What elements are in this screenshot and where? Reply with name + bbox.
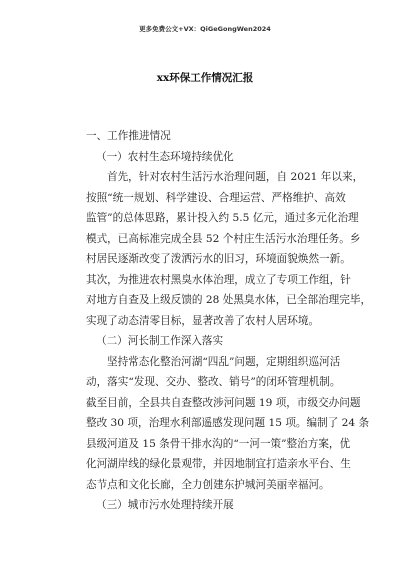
subsection-heading-3: （三）城市污水处理持续开展 <box>96 499 234 511</box>
paragraph-line: 对地方自查及上级反馈的 28 处黑臭水体，已全部治理完毕， <box>86 294 372 306</box>
paragraph-line: 村居民逐渐改变了泼洒污水的旧习，环境面貌焕然一新。 <box>86 253 351 265</box>
subsection-heading-1: （一）农村生态环境持续优化 <box>96 150 234 163</box>
page-header: 更多免费公文+VX：QiGeGongWen2024 <box>139 25 271 33</box>
paragraph-line: 监管”的总体思路，累计投入约 5.5 亿元，通过多元化治理 <box>86 212 359 224</box>
paragraph-line: 其次，为推进农村黑臭水体治理，成立了专项工作组，针 <box>86 273 351 286</box>
paragraph-line: 动，落实“发现、交办、整改、销号”的闭环管理机制。 <box>86 376 341 388</box>
paragraph-line: 态节点和文化长廊，全力创建东护城河美丽幸福河。 <box>86 478 330 491</box>
section-heading-1: 一、工作推进情况 <box>86 130 171 142</box>
paragraph-line: 整改 30 项，治理水利部遥感发现问题 15 项。编制了 24 条 <box>86 417 370 429</box>
document-body <box>86 126 372 516</box>
paragraph-line: 模式，已高标准完成全县 52 个村庄生活污水治理任务。乡 <box>86 232 361 245</box>
paragraph-line: 实现了动态清零目标，显著改善了农村人居环境。 <box>86 314 320 327</box>
subsection-heading-2: （二）河长制工作深入落实 <box>96 335 224 347</box>
paragraph-line: 坚持常态化整治河湖“四乱”问题，定期组织巡河活 <box>107 355 341 368</box>
paragraph-line: 首先，针对农村生活污水治理问题，自 2021 年以来， <box>107 171 364 183</box>
paragraph-line: 按照“统一规划、科学建设、合理运营、严格维护、高效 <box>86 191 346 204</box>
paragraph-line: 截至目前，全县共自查整改涉河问题 19 项，市级交办问题 <box>86 396 361 409</box>
paragraph-line: 县级河道及 15 条骨干排水沟的“一河一策”整治方案，优 <box>86 437 351 450</box>
document-title: xx环保工作情况汇报 <box>156 72 254 84</box>
paragraph-line: 化河湖岸线的绿化景观带，并因地制宜打造亲水平台、生 <box>86 458 351 470</box>
